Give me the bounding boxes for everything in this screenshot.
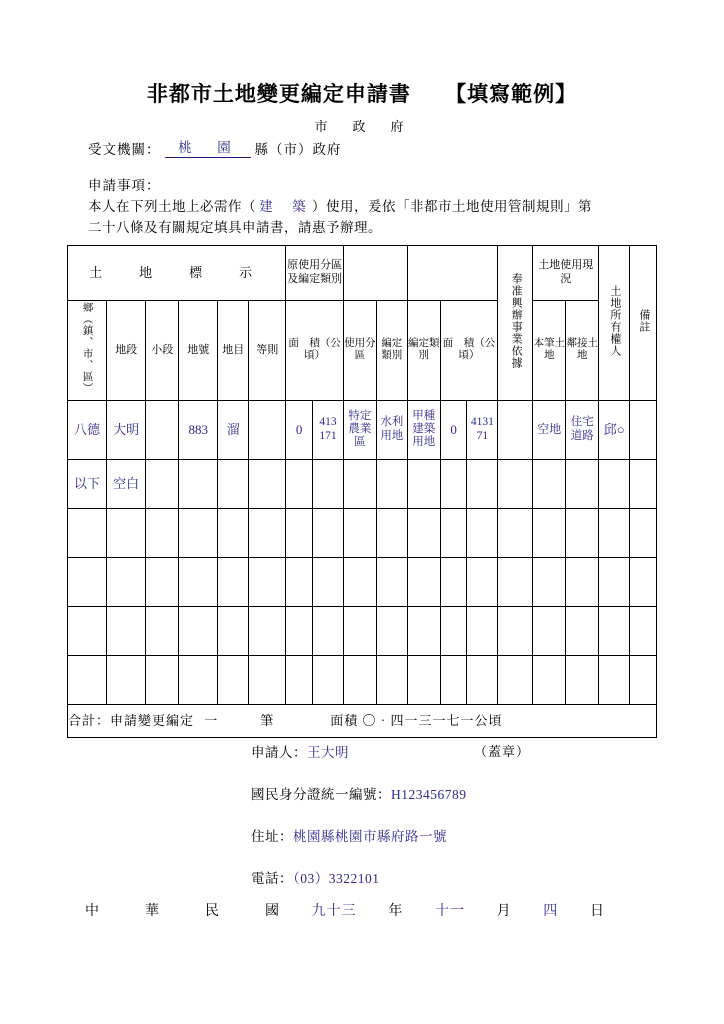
header-land-mark: 土 地 標 示 <box>68 246 286 301</box>
subheader-subsection: 小段 <box>146 301 179 401</box>
cell-approval[interactable] <box>498 508 533 557</box>
cell-subsection[interactable] <box>146 655 179 704</box>
cell-adjacent[interactable] <box>566 655 599 704</box>
cell-subsection[interactable] <box>146 400 179 459</box>
cell-township[interactable] <box>68 508 107 557</box>
subheader-township: 鄉（鎮、市、區） <box>68 301 107 401</box>
table-header-row-1 <box>68 246 657 301</box>
cell-adjacent[interactable] <box>566 606 599 655</box>
title-text: 非都市土地變更編定申請書 <box>146 82 411 106</box>
cell-use-zone[interactable]: 特定農業區 <box>343 400 376 459</box>
cell-area-decimal[interactable]: 413 171 <box>313 400 344 459</box>
table-total-row <box>68 704 657 737</box>
request-line-2: 二十八條及有關規定填具申請書，請惠予辦理。 <box>88 220 382 235</box>
subheader-grade: 等則 <box>249 301 286 401</box>
total-count: 一 筆 <box>204 712 275 728</box>
cell-approval[interactable] <box>498 459 533 508</box>
date-era: 中 華 民 國 <box>85 904 280 919</box>
request-line1-post: ）使用，爰依「非都市土地使用管制規則」第 <box>312 199 592 214</box>
cell-use-class[interactable] <box>376 459 407 508</box>
phone-label: 電話： <box>251 871 293 886</box>
cell-this-lot[interactable] <box>533 606 566 655</box>
cell-owner[interactable]: 邱○ <box>599 400 630 459</box>
phone-row <box>251 867 380 887</box>
total-area-value: 〇‧四一三一七一公頃 <box>362 712 503 728</box>
cell-approval[interactable] <box>498 606 533 655</box>
subheader-section: 地段 <box>107 301 146 401</box>
cell-area-integer[interactable] <box>286 557 313 606</box>
subheader-use-class: 編定類別 <box>376 301 407 401</box>
cell-use-zone[interactable] <box>343 655 376 704</box>
cell-lot-no[interactable] <box>179 557 218 606</box>
cell-this-lot[interactable] <box>533 655 566 704</box>
cell-grade[interactable] <box>249 655 286 704</box>
cell-owner[interactable] <box>599 557 630 606</box>
cell-township[interactable] <box>68 557 107 606</box>
table-row[interactable] <box>68 557 657 606</box>
cell-remark[interactable] <box>630 459 657 508</box>
cell-area-decimal[interactable] <box>313 508 344 557</box>
header-remark: 備註 <box>630 246 657 401</box>
cell-lot-no[interactable] <box>179 459 218 508</box>
cell-owner[interactable] <box>599 606 630 655</box>
cell-new-area-decimal[interactable] <box>467 508 498 557</box>
cell-land-type[interactable] <box>218 557 249 606</box>
cell-section[interactable] <box>107 508 146 557</box>
cell-lot-no[interactable] <box>179 655 218 704</box>
cell-area-integer[interactable] <box>286 606 313 655</box>
cell-new-area-decimal[interactable] <box>467 606 498 655</box>
subheader-land-type: 地目 <box>218 301 249 401</box>
table-row[interactable] <box>68 655 657 704</box>
title-sample-note: 【填寫範例】 <box>445 82 578 106</box>
cell-area-decimal[interactable] <box>313 459 344 508</box>
request-line1-pre: 本人在下列土地上必需作（ <box>88 199 256 214</box>
cell-area-integer[interactable] <box>286 459 313 508</box>
date-day-unit: 日 <box>589 904 605 919</box>
cell-this-lot[interactable] <box>533 508 566 557</box>
cell-remark[interactable] <box>630 508 657 557</box>
cell-new-class[interactable] <box>407 459 440 508</box>
cell-new-class[interactable] <box>407 655 440 704</box>
id-value[interactable]: H123456789 <box>391 787 467 802</box>
cell-new-area-integer[interactable] <box>440 655 467 704</box>
cell-new-class[interactable] <box>407 557 440 606</box>
date-month-unit: 月 <box>496 904 512 919</box>
cell-area-integer[interactable]: 0 <box>286 400 313 459</box>
applicant-label: 申請人： <box>251 745 307 760</box>
cell-this-lot[interactable] <box>533 459 566 508</box>
request-line-1 <box>88 195 592 215</box>
cell-new-class[interactable]: 甲種建築用地 <box>407 400 440 459</box>
cell-township[interactable]: 以下 <box>68 459 107 508</box>
cell-use-class[interactable]: 水利用地 <box>376 400 407 459</box>
cell-remark[interactable] <box>630 655 657 704</box>
cell-new-area-decimal[interactable] <box>467 557 498 606</box>
cell-land-type[interactable] <box>218 655 249 704</box>
cell-new-area-integer[interactable] <box>440 508 467 557</box>
cell-grade[interactable] <box>249 400 286 459</box>
cell-use-zone[interactable] <box>343 459 376 508</box>
recipient-tail: 縣（市）政府 <box>254 142 342 157</box>
cell-remark[interactable] <box>630 606 657 655</box>
cell-area-integer[interactable] <box>286 508 313 557</box>
cell-grade[interactable] <box>249 606 286 655</box>
cell-subsection[interactable] <box>146 606 179 655</box>
cell-subsection[interactable] <box>146 557 179 606</box>
cell-new-area-decimal[interactable]: 4131 71 <box>467 400 498 459</box>
cell-township[interactable]: 八德 <box>68 400 107 459</box>
date-year-unit: 年 <box>388 904 404 919</box>
subheader-this-lot: 本筆土地 <box>533 301 566 401</box>
table-row[interactable] <box>68 606 657 655</box>
date-month[interactable]: 十一 <box>434 904 465 919</box>
cell-adjacent[interactable] <box>566 508 599 557</box>
subheader-new-area: 面 積（公頃） <box>440 301 498 401</box>
seal-note: （蓋章） <box>474 744 531 759</box>
cell-this-lot[interactable]: 空地 <box>533 400 566 459</box>
cell-new-area-integer[interactable] <box>440 606 467 655</box>
header-approval: 奉准興辦事業依據 <box>498 246 533 401</box>
table-header-row-2 <box>68 301 657 401</box>
cell-section[interactable] <box>107 557 146 606</box>
request-use-fill[interactable]: 建 築 <box>259 199 309 214</box>
cell-use-zone[interactable] <box>343 606 376 655</box>
address-value[interactable]: 桃園縣桃園市縣府路一號 <box>293 829 447 844</box>
subheader-adjacent: 鄰接土地 <box>566 301 599 401</box>
cell-new-area-integer[interactable] <box>440 557 467 606</box>
cell-township[interactable] <box>68 655 107 704</box>
cell-grade[interactable] <box>249 459 286 508</box>
cell-new-area-integer[interactable] <box>440 459 467 508</box>
cell-area-decimal[interactable] <box>313 655 344 704</box>
cell-use-zone[interactable] <box>343 557 376 606</box>
request-heading: 申請事項： <box>88 178 161 193</box>
total-cell <box>68 704 657 737</box>
date-year[interactable]: 九十三 <box>311 904 357 919</box>
cell-new-area-decimal[interactable] <box>467 459 498 508</box>
total-area-label: 面積 <box>330 712 359 728</box>
subheader-new-class: 編定類別 <box>407 301 440 401</box>
cell-new-area-integer[interactable]: 0 <box>440 400 467 459</box>
cell-lot-no[interactable] <box>179 606 218 655</box>
cell-new-class[interactable] <box>407 606 440 655</box>
cell-land-type[interactable]: 溜 <box>218 400 249 459</box>
phone-value[interactable]: （03）3322101 <box>293 871 380 886</box>
recipient-value[interactable]: 桃 園 <box>165 136 251 158</box>
cell-land-type[interactable] <box>218 508 249 557</box>
subheader-area: 面 積（公頃） <box>286 301 344 401</box>
cell-use-class[interactable] <box>376 557 407 606</box>
subheader-lot-no: 地號 <box>179 301 218 401</box>
cell-adjacent[interactable] <box>566 459 599 508</box>
cell-area-decimal[interactable] <box>313 557 344 606</box>
address-row <box>251 825 447 845</box>
cell-remark[interactable] <box>630 400 657 459</box>
cell-section[interactable]: 大明 <box>107 400 146 459</box>
cell-remark[interactable] <box>630 557 657 606</box>
header-land-status: 土地使用現 況 <box>533 246 599 301</box>
cell-use-zone[interactable] <box>343 508 376 557</box>
cell-lot-no[interactable]: 883 <box>179 400 218 459</box>
subheader-use-zone: 使用分區 <box>343 301 376 401</box>
cell-use-class[interactable] <box>376 508 407 557</box>
date-day[interactable]: 四 <box>543 904 559 919</box>
cell-approval[interactable] <box>498 400 533 459</box>
page-title <box>0 78 724 108</box>
recipient-label: 受文機關： <box>88 142 161 157</box>
government-line: 市 政 府 <box>314 119 410 134</box>
header-apply-change <box>343 246 407 301</box>
cell-section[interactable] <box>107 655 146 704</box>
cell-use-class[interactable] <box>376 655 407 704</box>
cell-adjacent[interactable]: 住宅道路 <box>566 400 599 459</box>
cell-new-class[interactable] <box>407 508 440 557</box>
applicant-name[interactable]: 王大明 <box>307 745 349 760</box>
cell-owner[interactable] <box>599 508 630 557</box>
cell-this-lot[interactable] <box>533 557 566 606</box>
cell-land-type[interactable] <box>218 459 249 508</box>
address-label: 住址： <box>251 829 293 844</box>
recipient-row <box>88 136 342 158</box>
cell-grade[interactable] <box>249 557 286 606</box>
table-row[interactable] <box>68 400 657 459</box>
table-row[interactable] <box>68 508 657 557</box>
applicant-row <box>251 741 349 761</box>
id-label: 國民身分證統一編號： <box>251 787 391 802</box>
cell-area-decimal[interactable] <box>313 606 344 655</box>
cell-land-type[interactable] <box>218 606 249 655</box>
cell-township[interactable] <box>68 606 107 655</box>
cell-section[interactable] <box>107 606 146 655</box>
cell-grade[interactable] <box>249 508 286 557</box>
cell-owner[interactable] <box>599 459 630 508</box>
id-row <box>251 783 467 803</box>
header-owner: 土地所有權人 <box>599 246 630 401</box>
header-apply-change-2 <box>407 246 498 301</box>
date-line <box>85 900 605 920</box>
cell-approval[interactable] <box>498 655 533 704</box>
application-table <box>67 245 657 738</box>
cell-approval[interactable] <box>498 557 533 606</box>
cell-lot-no[interactable] <box>179 508 218 557</box>
cell-adjacent[interactable] <box>566 557 599 606</box>
cell-subsection[interactable] <box>146 508 179 557</box>
cell-new-area-decimal[interactable] <box>467 655 498 704</box>
cell-subsection[interactable] <box>146 459 179 508</box>
header-original-use: 原使用分區及編定類別 <box>286 246 344 301</box>
cell-area-integer[interactable] <box>286 655 313 704</box>
table-row[interactable] <box>68 459 657 508</box>
cell-section[interactable]: 空白 <box>107 459 146 508</box>
cell-owner[interactable] <box>599 655 630 704</box>
cell-use-class[interactable] <box>376 606 407 655</box>
total-label: 合計：申請變更編定 <box>68 712 195 728</box>
